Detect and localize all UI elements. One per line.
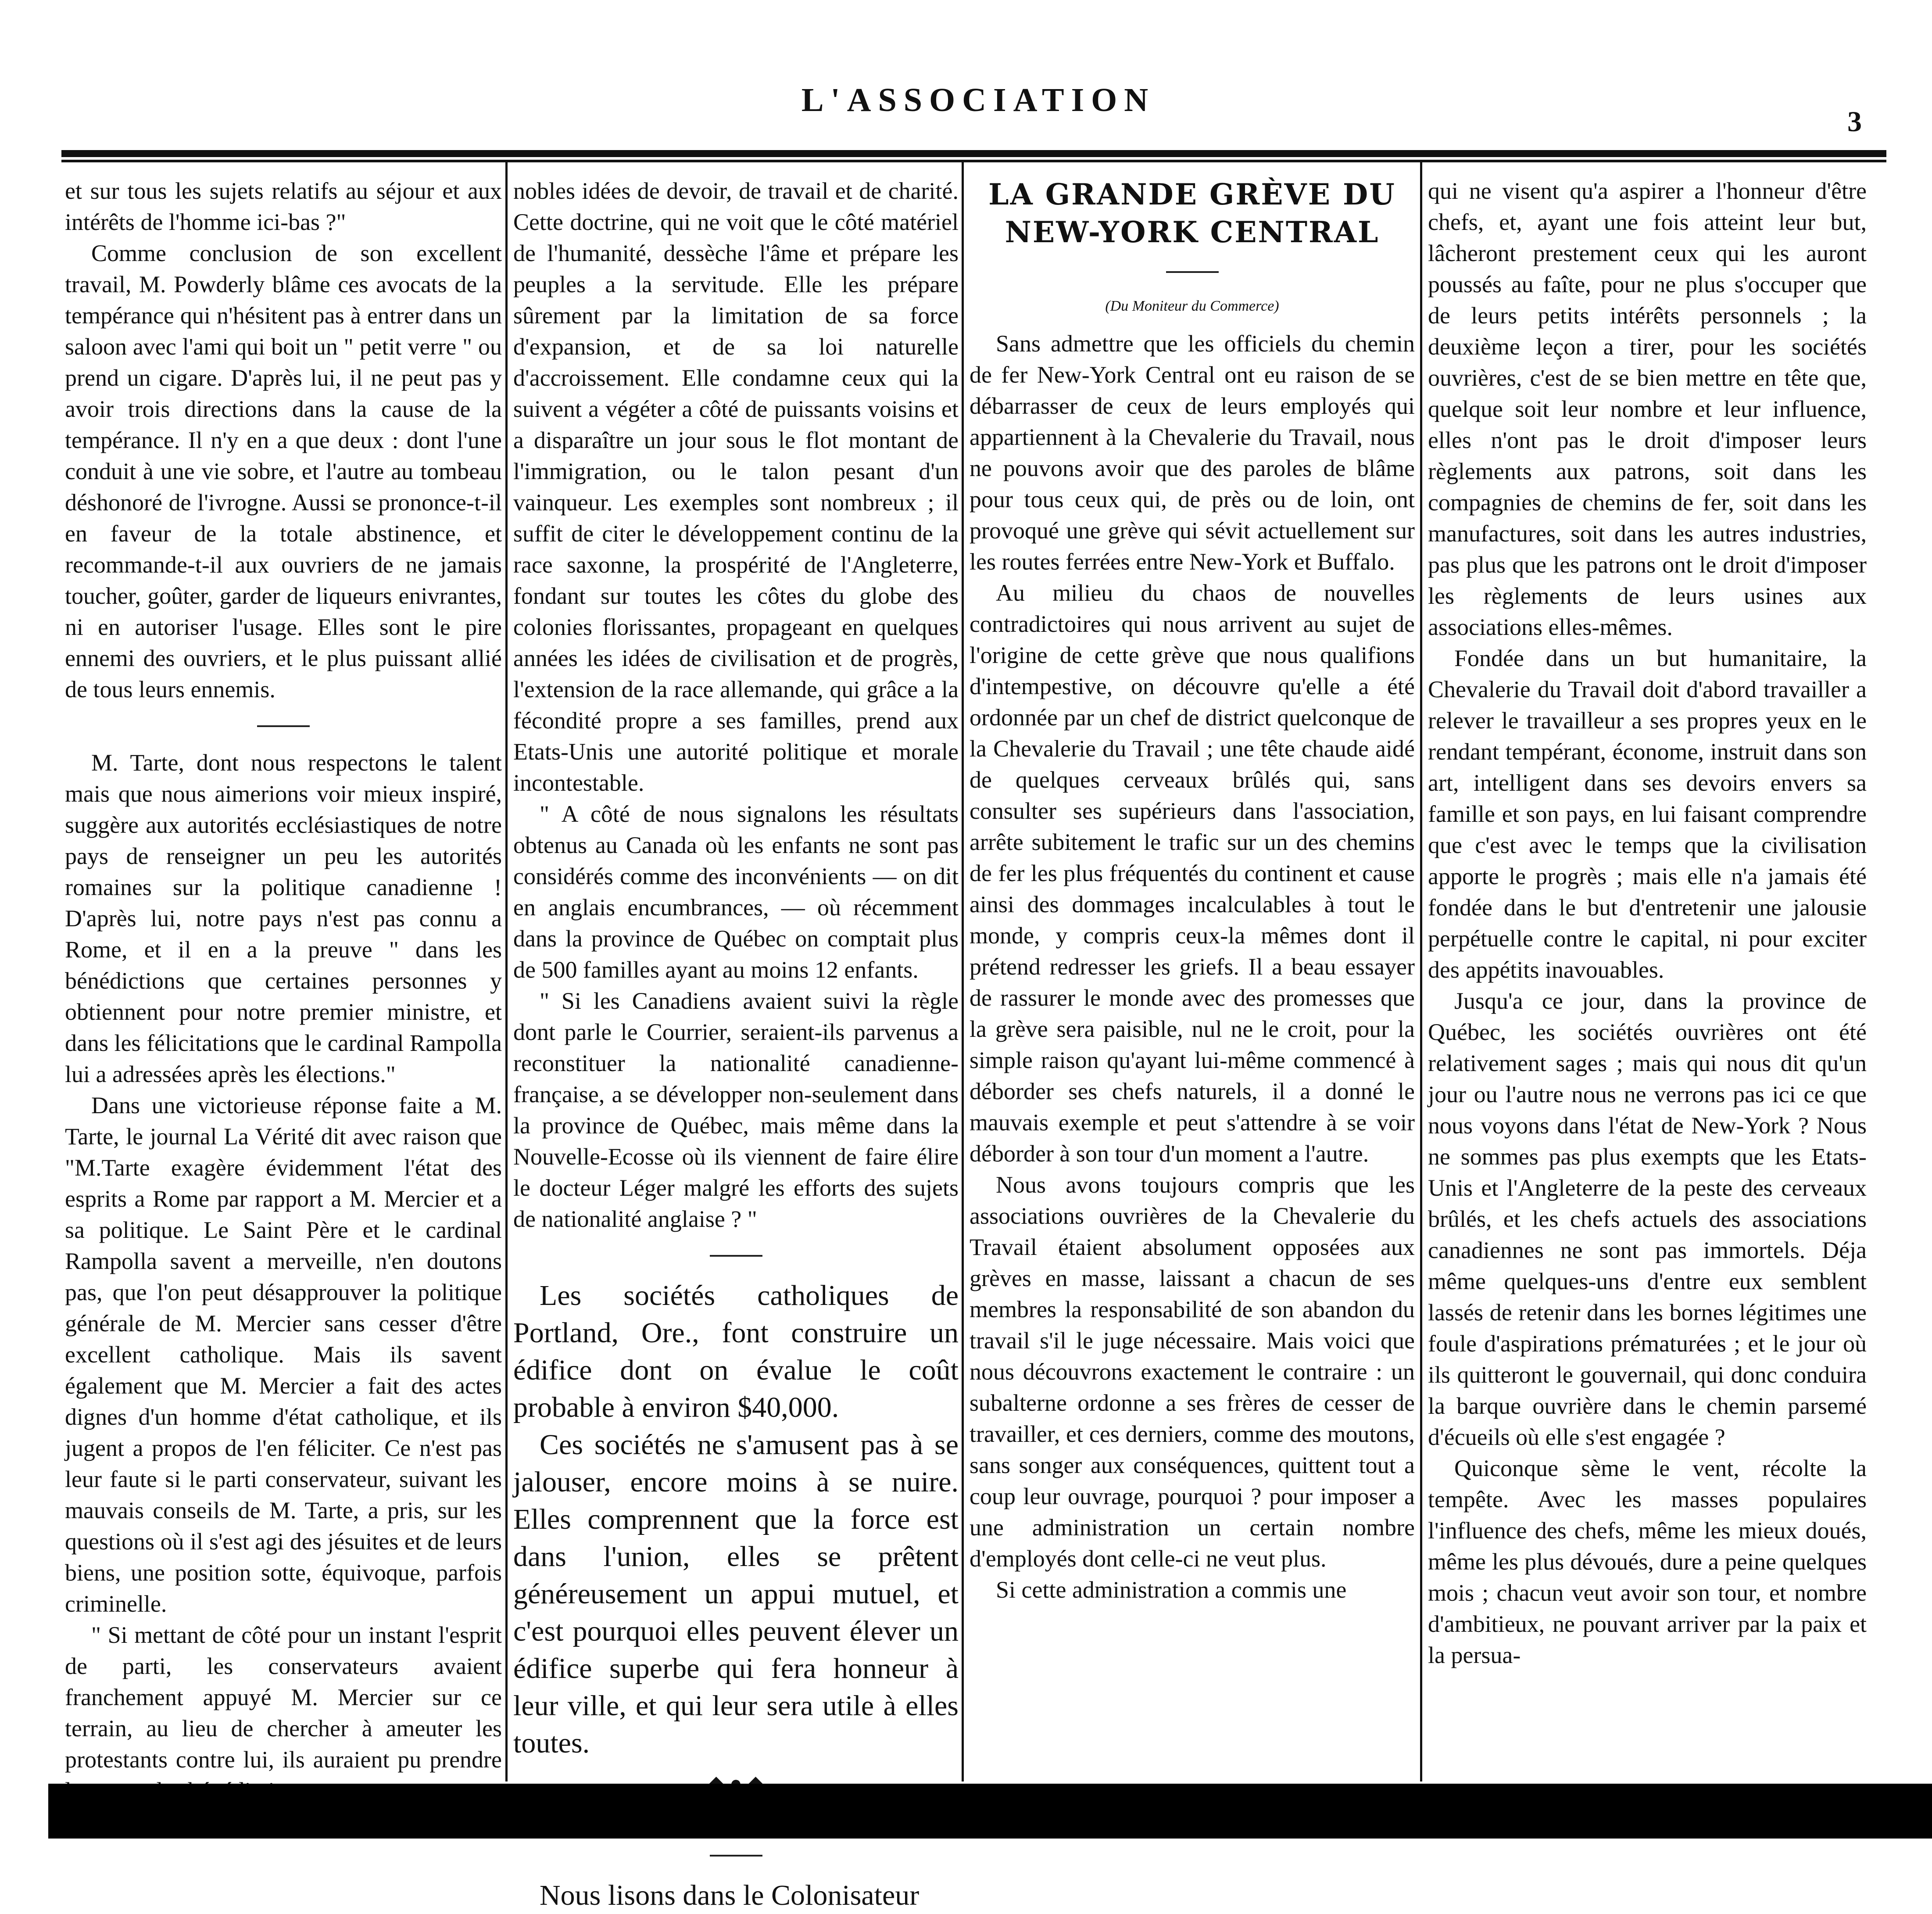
paragraph: M. Tarte, dont nous respectons le talent mais que nous aimerions voir mieux inspiré, suggère aux autorités ecclésiastiques de notre pays de renseigner un peu les autorités romaines sur la politique canadienne ! D'après lui, notre pays n'est pas connu a Rome, et il en a la preuve " dans les bénédictions que certaines personnes y obtiennent pour notre premier ministre, et dans les félicitations que le cardinal Rampolla lui a adressées après les élections." [65,749,502,1087]
section-separator [257,725,310,727]
header-rule-thin [61,160,1886,162]
paragraph: qui ne visent qu'a aspirer a l'honneur d'être chefs, et, ayant une fois atteint leur but, lâcheront prestement ceux qui les auront poussés au faîte, pour ne plus s'occuper que de leurs petits intérêts personnels ; la deuxième leçon a tirer, pour les sociétés ouvrières, c'est de se bien mettre en tête que, quelque soit leur nombre et leur influence, elles n'ont pas le droit d'imposer leurs règlements aux patrons, soit dans les compagnies de chemins de fer, soit dans les manufactures, soit dans les autres industries, pas plus que les patrons ont le droit d'imposer les règlements de leurs usines aux associations elles-mêmes. [1428,178,1867,640]
paragraph: Dans une victorieuse réponse faite a M. Tarte, le journal La Vérité dit avec raison que "M.Tarte exagère évidemment l'état des esprits a Rome par rapport a M. Mercier et a sa politique. Le Saint Père et le cardinal Rampolla savent a merveille, n'en doutons pas, que l'on peut désapprouver la politique générale de M. Mercier sans cesser d'être excellent catholique. Mais ils savent également que M. Mercier a fait des actes dignes d'un homme d'état catholique, et ils jugent a propos de l'en féliciter. Ce n'est pas leur faute si le parti conservateur, suivant les mauvais conseils de M. Tarte, a pris, sur les questions où il s'est agi des jésuites et de leurs biens, une position sotte, équivoque, parfois criminelle. [65,1092,502,1617]
masthead: L'ASSOCIATION [801,82,1156,118]
column-4 [1428,176,1867,1781]
paragraph: Les sociétés catholiques de Portland, Ore., font construire un édifice dont on évalue le coût probable à environ $40,000. [513,1280,959,1423]
column-divider [1420,162,1422,1781]
article-headline: LA GRANDE GRÈVE DU NEW-YORK CENTRAL [988,177,1396,249]
paragraph: et sur tous les sujets relatifs au séjour et aux intérêts de l'homme ici-bas ?" [65,178,502,235]
paragraph: Si cette administration a commis une [996,1577,1347,1603]
column-3 [970,176,1415,1781]
column-1 [65,176,502,1781]
section-separator [1166,271,1219,273]
paragraph: Sans admettre que les officiels du chemin de fer New-York Central ont eu raison de se débarrasser de ceux de leurs employés qui appartiennent à la Chevalerie du Travail, nous ne pouvons avoir que des paroles de blâme pour tous ceux qui, de près ou de loin, ont provoqué une grève qui sévit actuellement sur les routes ferrées entre New-York et Buffalo. [970,330,1415,575]
paragraph: Quiconque sème le vent, récolte la tempête. Avec les masses populaires l'influence des chefs, même les mieux doués, même les plus dévoués, dure a peine quelques mois ; chacun veut avoir son tour, et nombre d'ambitieux, ne pouvant arriver par la paix et la persua- [1428,1455,1867,1668]
header-rule-thick [61,150,1886,157]
column-divider [962,162,964,1781]
paragraph: " A côté de nous signalons les résultats obtenus au Canada où les enfants ne sont pas considérés comme des inconvénients — on dit en anglais encumbrances, — où récemment dans la province de Québec on comptait plus de 500 familles ayant au moins 12 enfants. [513,801,959,983]
paragraph: nobles idées de devoir, de travail et de charité. Cette doctrine, qui ne voit que le côté matériel de l'humanité, dessèche l'âme et prépare les peuples a la servitude. Elle les prépare sûrement par la limitation de sa force d'expansion, et de sa loi naturelle d'accroissement. Elle condamne ceux qui la suivent a végéter a côté de puissants voisins et a disparaître un jour sous le flot montant de l'immigration, ou le talon pesant d'un vainqueur. Les exemples sont nombreux ; il suffit de citer le développement continu de la race saxonne, la prospérité de l'Angleterre, fondant sur toutes les côtes du globe des colonies florissantes, propageant en quelques années les idées de civilisation et de progrès, l'extension de la race allemande, qui grâce a la fécondité propre a ses familles, prend aux Etats-Unis une autorité politique et morale incontestable. [513,178,959,796]
section-separator [710,1255,762,1257]
paragraph: Fondée dans un but humanitaire, la Chevalerie du Travail doit d'abord travailler a relever le travailleur a ses propres yeux en le rendant tempérant, économe, instruit dans son art, intelligent dans ses devoirs envers sa famille et son pays, en lui faisant comprendre que c'est avec le temps que la civilisation apporte le progrès ; mais elle n'a jamais été fondée dans le but d'entretenir une jalousie perpétuelle contre le capital, ni pour exciter des appétits inavouables. [1428,645,1867,983]
notice-block [513,1277,959,1762]
paragraph: Nous avons toujours compris que les associations ouvrières de la Chevalerie du Travail étaient absolument opposées aux grèves en masse, laissant a chacun de ses membres la responsabilité de son abandon du travail s'il le juge nécessaire. Mais voici que nous découvrons exactement le contraire : un subalterne ordonne a ses frères de cesser de travailler, et ces derniers, comme des moutons, sans songer aux conséquences, quittent tout a coup leur ouvrage, pourquoi ? pour imposer a une administration un certain nombre d'employés dont celle-ci ne veut plus. [970,1172,1415,1572]
notice-block [513,1877,959,1914]
scan-bottom-bar [48,1784,1932,1839]
paragraph: Nous lisons dans le Colonisateur [540,1879,919,1911]
page-number: 3 [1847,106,1862,138]
paragraph: Jusqu'a ce jour, dans la province de Québec, les sociétés ouvrières ont été relativement sages ; mais qui nous dit qu'un jour ou l'autre nous ne verrons pas ici ce que nous voyons dans l'état de New-York ? Nous ne sommes pas plus exempts que les Etats-Unis et l'Angleterre de la peste des cerveaux brûlés, et les chefs actuels des associations canadiennes ne sont pas immortels. Déja même quelques-uns d'entre eux semblent lassés de retenir dans les bornes légitimes une foule d'aspirations prématurées ; et le jour où ils quitteront le gouvernail, qui donc conduira la barque ouvrière dans le chemin parsemé d'écueils où elle s'est engagée ? [1428,988,1867,1450]
paragraph: Ces sociétés ne s'amusent pas à se jalouser, encore moins à se nuire. Elles comprennent que la force est dans l'union, elles se prêtent généreusement un appui mutuel, et c'est pourquoi elles peuvent élever un édifice superbe qui fera honneur à leur ville, et qui leur sera utile à elles toutes. [513,1429,959,1759]
article-source: (Du Moniteur du Commerce) [1105,298,1279,314]
paragraph: Comme conclusion de son excellent travail, M. Powderly blâme ces avocats de la tempérance qui n'hésitent pas à entrer dans un saloon avec l'ami qui boit un " petit verre " ou prend un cigare. D'après lui, il ne peut pas y avoir trois directions dans la cause de la tempérance. Il n'y en a que deux : dont l'une conduit à une vie sobre, et l'autre au tombeau déshonoré de l'ivrogne. Aussi se prononce-t-il en faveur de la totale abstinence, et recommande-t-il aux ouvriers de ne jamais toucher, goûter, garder de liqueurs enivrantes, ni en autoriser l'usage. Elles sont le pire ennemi des ouvriers, et le plus puissant allié de tous leurs ennemis. [65,240,502,703]
paragraph: " Si mettant de côté pour un instant l'esprit de parti, les conservateurs avaient franchement appuyé M. Mercier sur ce terrain, au lieu de chercher à ameuter les protestants contre lui, ils auraient pu prendre [65,1622,502,1773]
section-separator [710,1855,762,1857]
paragraph: Au milieu du chaos de nouvelles contradictoires qui nous arrivent au sujet de l'origine de cette grève que nous qualifions d'intempestive, on découvre qu'elle a été ordonnée par un chef de district quelconque de la Chevalerie du Travail ; une tête chaude aidé de quelques cerveaux brûlés qui, sans consulter ses supérieurs dans l'association, arrête subitement le trafic sur un des chemins de fer les plus fréquentés du continent et cause ainsi des dommages incalculables à tout le monde, y compris ceux-la mêmes dont il prétend redresser les griefs. Il a beau essayer de rassurer le monde avec des promesses que la grève sera paisible, nul ne le croit, pour la simple raison qu'ayant lui-même commencé à déborder ses chefs naturels, il a donné le mauvais exemple et peut s'attendre à se voir déborder à son tour d'un moment a l'autre. [970,580,1415,1167]
paragraph: " Si les Canadiens avaient suivi la règle dont parle le Courrier, seraient-ils parvenus a reconstituer la nationalité canadienne-française, a se développer non-seulement dans la province de Québec, mais même dans la Nouvelle-Ecosse où ils viennent de faire élire le docteur Léger malgré les efforts des sujets de nationalité anglaise ? " [513,988,959,1232]
column-2 [513,176,959,1911]
column-divider [505,162,508,1781]
